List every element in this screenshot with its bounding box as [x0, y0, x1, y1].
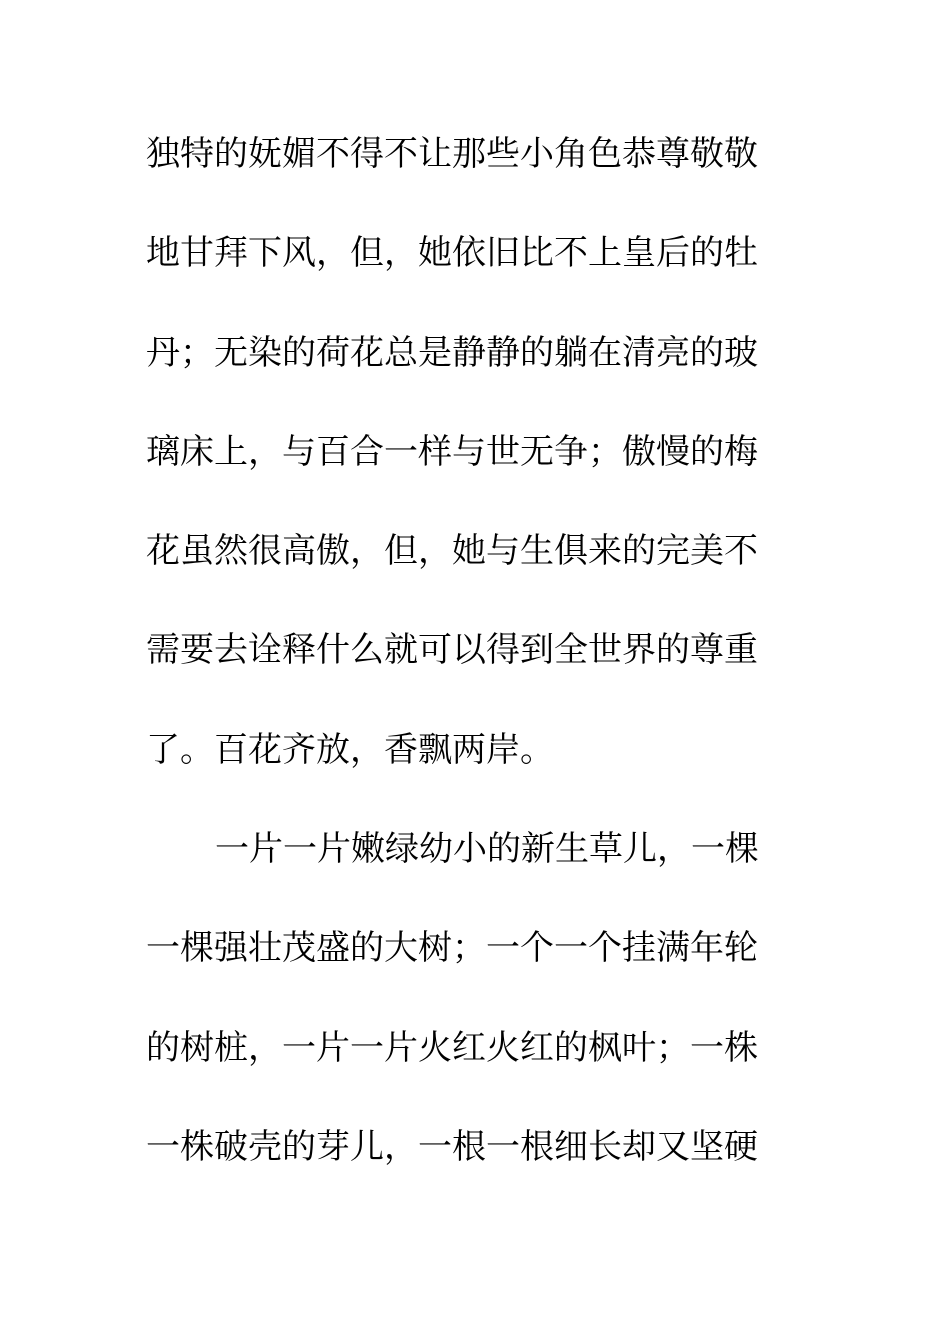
text-line: 丹；无染的荷花总是静静的躺在清亮的玻 [146, 332, 758, 373]
text-line: 需要去诠释什么就可以得到全世界的尊重 [146, 630, 758, 671]
text-line: 地甘拜下风，但，她依旧比不上皇后的牡 [146, 233, 758, 274]
text-line: 一株破壳的芽儿，一根一根细长却又坚硬 [146, 1126, 758, 1167]
text-line: 一棵强壮茂盛的大树；一个一个挂满年轮 [146, 928, 758, 969]
text-line: 了。百花齐放，香飘两岸。 [146, 729, 554, 770]
text-line: 璃床上，与百合一样与世无争；傲慢的梅 [146, 431, 758, 472]
text-line: 独特的妩媚不得不让那些小角色恭尊敬敬 [146, 134, 758, 174]
paragraph-start-line: 一片一片嫩绿幼小的新生草儿，一棵 [215, 829, 759, 870]
text-line: 花虽然很高傲，但，她与生俱来的完美不 [146, 531, 758, 572]
body-text [146, 122, 806, 1214]
text-line: 的树桩，一片一片火红火红的枫叶；一株 [146, 1027, 758, 1068]
